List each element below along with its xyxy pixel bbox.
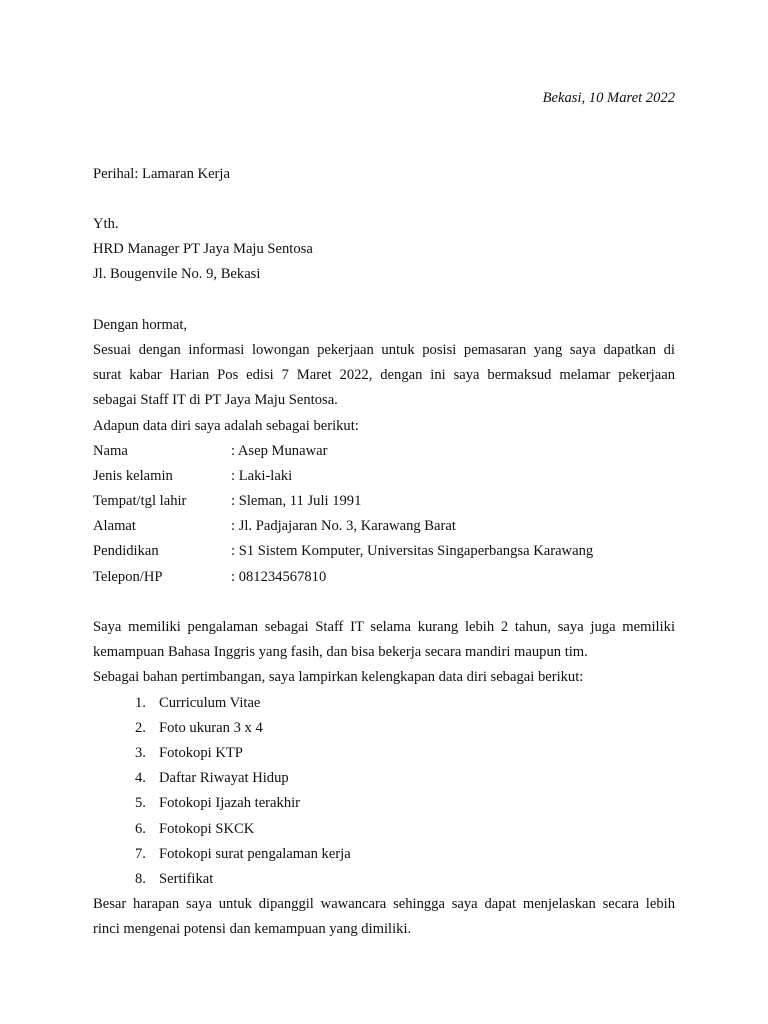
- intro-line: surat kabar Harian Pos edisi 7 Maret 2022, dengan ini saya bermaksud melamar pekerjaan: [93, 367, 675, 384]
- list-text: Sertifikat: [159, 870, 214, 887]
- letter-subject: Perihal: Lamaran Kerja: [93, 165, 230, 182]
- data-value: : Asep Munawar: [231, 442, 328, 459]
- list-number: 6.: [135, 820, 146, 837]
- closing-paragraph: [93, 892, 675, 942]
- personal-data-row: [93, 489, 675, 514]
- experience-line: kemampuan Bahasa Inggris yang fasih, dan bisa bekerja secara mandiri maupun tim.: [93, 644, 588, 661]
- list-text: Fotokopi KTP: [159, 744, 243, 761]
- letter-page: [93, 86, 675, 943]
- experience-paragraph: [93, 615, 675, 665]
- list-item: [93, 766, 675, 791]
- list-number: 3.: [135, 744, 146, 761]
- recipient-name: HRD Manager PT Jaya Maju Sentosa: [93, 241, 313, 258]
- list-number: 4.: [135, 770, 146, 787]
- list-number: 1.: [135, 694, 146, 711]
- data-value: : 081234567810: [231, 568, 327, 585]
- data-label: Jenis kelamin: [93, 467, 173, 484]
- attachments-list: [93, 691, 675, 893]
- personal-data-row: [93, 539, 675, 564]
- spacer: [93, 590, 675, 615]
- list-text: Fotokopi SKCK: [159, 820, 255, 837]
- data-label: Alamat: [93, 518, 136, 535]
- intro-paragraph: [93, 338, 675, 414]
- closing-line: rinci mengenai potensi dan kemampuan yang dimiliki.: [93, 921, 412, 938]
- list-item: [93, 691, 675, 716]
- data-label: Pendidikan: [93, 543, 159, 560]
- recipient-salutation: Yth.: [93, 215, 119, 232]
- data-value: : Laki-laki: [231, 467, 293, 484]
- attachments-intro: Sebagai bahan pertimbangan, saya lampirkan kelengkapan data diri sebagai berikut:: [93, 669, 584, 686]
- list-number: 2.: [135, 719, 146, 736]
- data-label: Telepon/HP: [93, 568, 163, 585]
- list-number: 5.: [135, 795, 146, 812]
- personal-data-row: [93, 565, 675, 590]
- personal-data-row: [93, 439, 675, 464]
- personal-data-row: [93, 464, 675, 489]
- list-number: 7.: [135, 845, 146, 862]
- recipient-address: Jl. Bougenvile No. 9, Bekasi: [93, 266, 261, 283]
- list-text: Foto ukuran 3 x 4: [159, 719, 263, 736]
- list-text: Daftar Riwayat Hidup: [159, 770, 289, 787]
- list-text: Fotokopi Ijazah terakhir: [159, 795, 301, 812]
- letter-date: Bekasi, 10 Maret 2022: [542, 90, 675, 106]
- experience-line: Saya memiliki pengalaman sebagai Staff IT selama kurang lebih 2 tahun, saya juga memiliki: [93, 619, 675, 635]
- spacer: [93, 187, 675, 212]
- data-value: : S1 Sistem Komputer, Universitas Singaperbangsa Karawang: [231, 543, 594, 560]
- list-number: 8.: [135, 870, 146, 887]
- closing-line: Besar harapan saya untuk dipanggil wawancara sehingga saya dapat menjelaskan secara lebih: [93, 896, 675, 913]
- intro-line: Sesuai dengan informasi lowongan pekerjaan untuk posisi pemasaran yang saya dapatkan di: [93, 341, 675, 358]
- data-value: : Sleman, 11 Juli 1991: [231, 493, 362, 510]
- list-item: [93, 741, 675, 766]
- spacer: [93, 288, 675, 313]
- personal-data-table: [93, 439, 675, 590]
- data-intro: Adapun data diri saya adalah sebagai berikut:: [93, 417, 359, 434]
- data-label: Tempat/tgl lahir: [93, 493, 187, 510]
- list-item: [93, 817, 675, 842]
- list-text: Fotokopi surat pengalaman kerja: [159, 845, 351, 862]
- personal-data-row: [93, 514, 675, 539]
- intro-line: sebagai Staff IT di PT Jaya Maju Sentosa.: [93, 392, 338, 409]
- list-item: [93, 791, 675, 816]
- list-item: [93, 867, 675, 892]
- data-value: : Jl. Padjajaran No. 3, Karawang Barat: [231, 518, 456, 535]
- greeting: Dengan hormat,: [93, 316, 188, 333]
- data-label: Nama: [93, 442, 128, 459]
- list-item: [93, 842, 675, 867]
- spacer: [93, 111, 675, 161]
- list-text: Curriculum Vitae: [159, 694, 261, 711]
- list-item: [93, 716, 675, 741]
